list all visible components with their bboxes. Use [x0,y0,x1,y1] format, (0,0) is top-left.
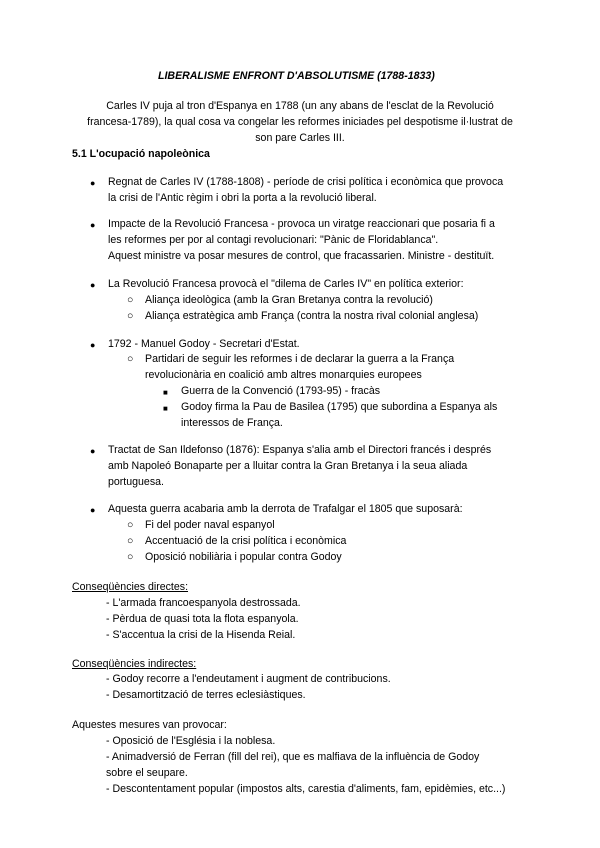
bullet-3-sub-2: Aliança estratègica amb França (contra la nostra rival colonial anglesa) [145,310,479,322]
measures-item: - Oposició de l'Església i la noblesa. [106,735,276,747]
circle-icon: ○ [127,535,134,547]
indirect-consequence-item: - Godoy recorre a l'endeutament i augment de contribucions. [106,673,391,685]
bullet-4-text: 1792 - Manuel Godoy - Secretari d'Estat. [108,338,300,350]
bullet-5-line-3: portuguesa. [108,476,164,488]
circle-icon: ○ [127,353,134,365]
bullet-5-line-2: amb Napoleó Bonaparte per a lluitar contra la Gran Bretanya i la seua aliada [108,460,468,472]
intro-line-3: son pare Carles III. [255,132,345,144]
direct-consequence-item: - L'armada francoespanyola destrossada. [106,597,301,609]
bullet-icon: ● [90,280,96,290]
intro-line-1: Carles IV puja al tron d'Espanya en 1788 (un any abans de l'esclat de la Revolució [106,100,494,112]
bullet-5-line-1: Tractat de San Ildefonso (1876): Espanya s'alia amb el Directori francés i després [108,444,492,456]
bullet-icon: ● [90,178,96,188]
bullet-4-sub-line-2: revolucionària en coalició amb altres monarquies europees [145,369,422,381]
indirect-consequences-heading: Conseqüències indirectes: [72,658,197,670]
bullet-4-sub-line-1: Partidari de seguir les reformes i de declarar la guerra a la França [145,353,455,365]
bullet-4-square-2-line-1: Godoy firma la Pau de Basilea (1795) que subordina a Espanya als [181,401,498,413]
bullet-6-sub-3: Oposició nobiliària i popular contra Godoy [145,551,342,563]
measures-item: - Descontentament popular (impostos alts, carestia d'aliments, fam, epidèmies, etc...) [106,783,506,795]
direct-consequences-heading: Conseqüències directes: [72,581,189,593]
section-title: 5.1 L'ocupació napoleònica [72,148,210,160]
bullet-3-sub-1: Aliança ideològica (amb la Gran Bretanya contra la revolució) [145,294,433,306]
bullet-1-line-2: la crisi de l'Antic règim i obri la porta a la revolució liberal. [108,192,377,204]
intro-line-2: francesa-1789), la qual cosa va congelar les reformes iniciades pel despotisme il·lustrat de [87,116,513,128]
bullet-6-sub-2: Accentuació de la crisi política i econòmica [145,535,347,547]
square-icon: ■ [163,404,168,413]
bullet-4-square-2-line-2: interessos de França. [181,417,283,429]
measures-item: - Animadversió de Ferran (fill del rei), que es malfiava de la influència de Godoy [106,751,480,763]
measures-item-continuation: sobre el seupare. [106,767,188,779]
bullet-6-text: Aquesta guerra acabaria amb la derrota de Trafalgar el 1805 que suposarà: [108,503,463,515]
bullet-6-sub-1: Fi del poder naval espanyol [145,519,275,531]
bullet-1-line-1: Regnat de Carles IV (1788-1808) - període de crisi política i econòmica que provoca [108,176,504,188]
bullet-2-line-1: Impacte de la Revolució Francesa - provoca un viratge reaccionari que posaria fi a [108,218,495,230]
document-title: LIBERALISME ENFRONT D'ABSOLUTISME (1788-1833) [158,70,435,82]
circle-icon: ○ [127,294,134,306]
bullet-icon: ● [90,220,96,230]
indirect-consequence-item: - Desamortització de terres eclesiàstiques. [106,689,306,701]
direct-consequence-item: - S'accentua la crisi de la Hisenda Reial. [106,629,296,641]
circle-icon: ○ [127,519,134,531]
bullet-3-text: La Revolució Francesa provocà el "dilema de Carles IV" en política exterior: [108,278,464,290]
bullet-icon: ● [90,340,96,350]
bullet-icon: ● [90,446,96,456]
bullet-2-line-2: les reformes per por al contagi revolucionari: "Pànic de Floridablanca". [108,234,439,246]
square-icon: ■ [163,388,168,397]
circle-icon: ○ [127,310,134,322]
measures-heading: Aquestes mesures van provocar: [72,719,227,731]
bullet-icon: ● [90,505,96,515]
bullet-2-line-3: Aquest ministre va posar mesures de control, que fracassarien. Ministre - destituït. [108,250,495,262]
bullet-4-square-1: Guerra de la Convenció (1793-95) - fracàs [181,385,381,397]
circle-icon: ○ [127,551,134,563]
direct-consequence-item: - Pèrdua de quasi tota la flota espanyola. [106,613,299,625]
